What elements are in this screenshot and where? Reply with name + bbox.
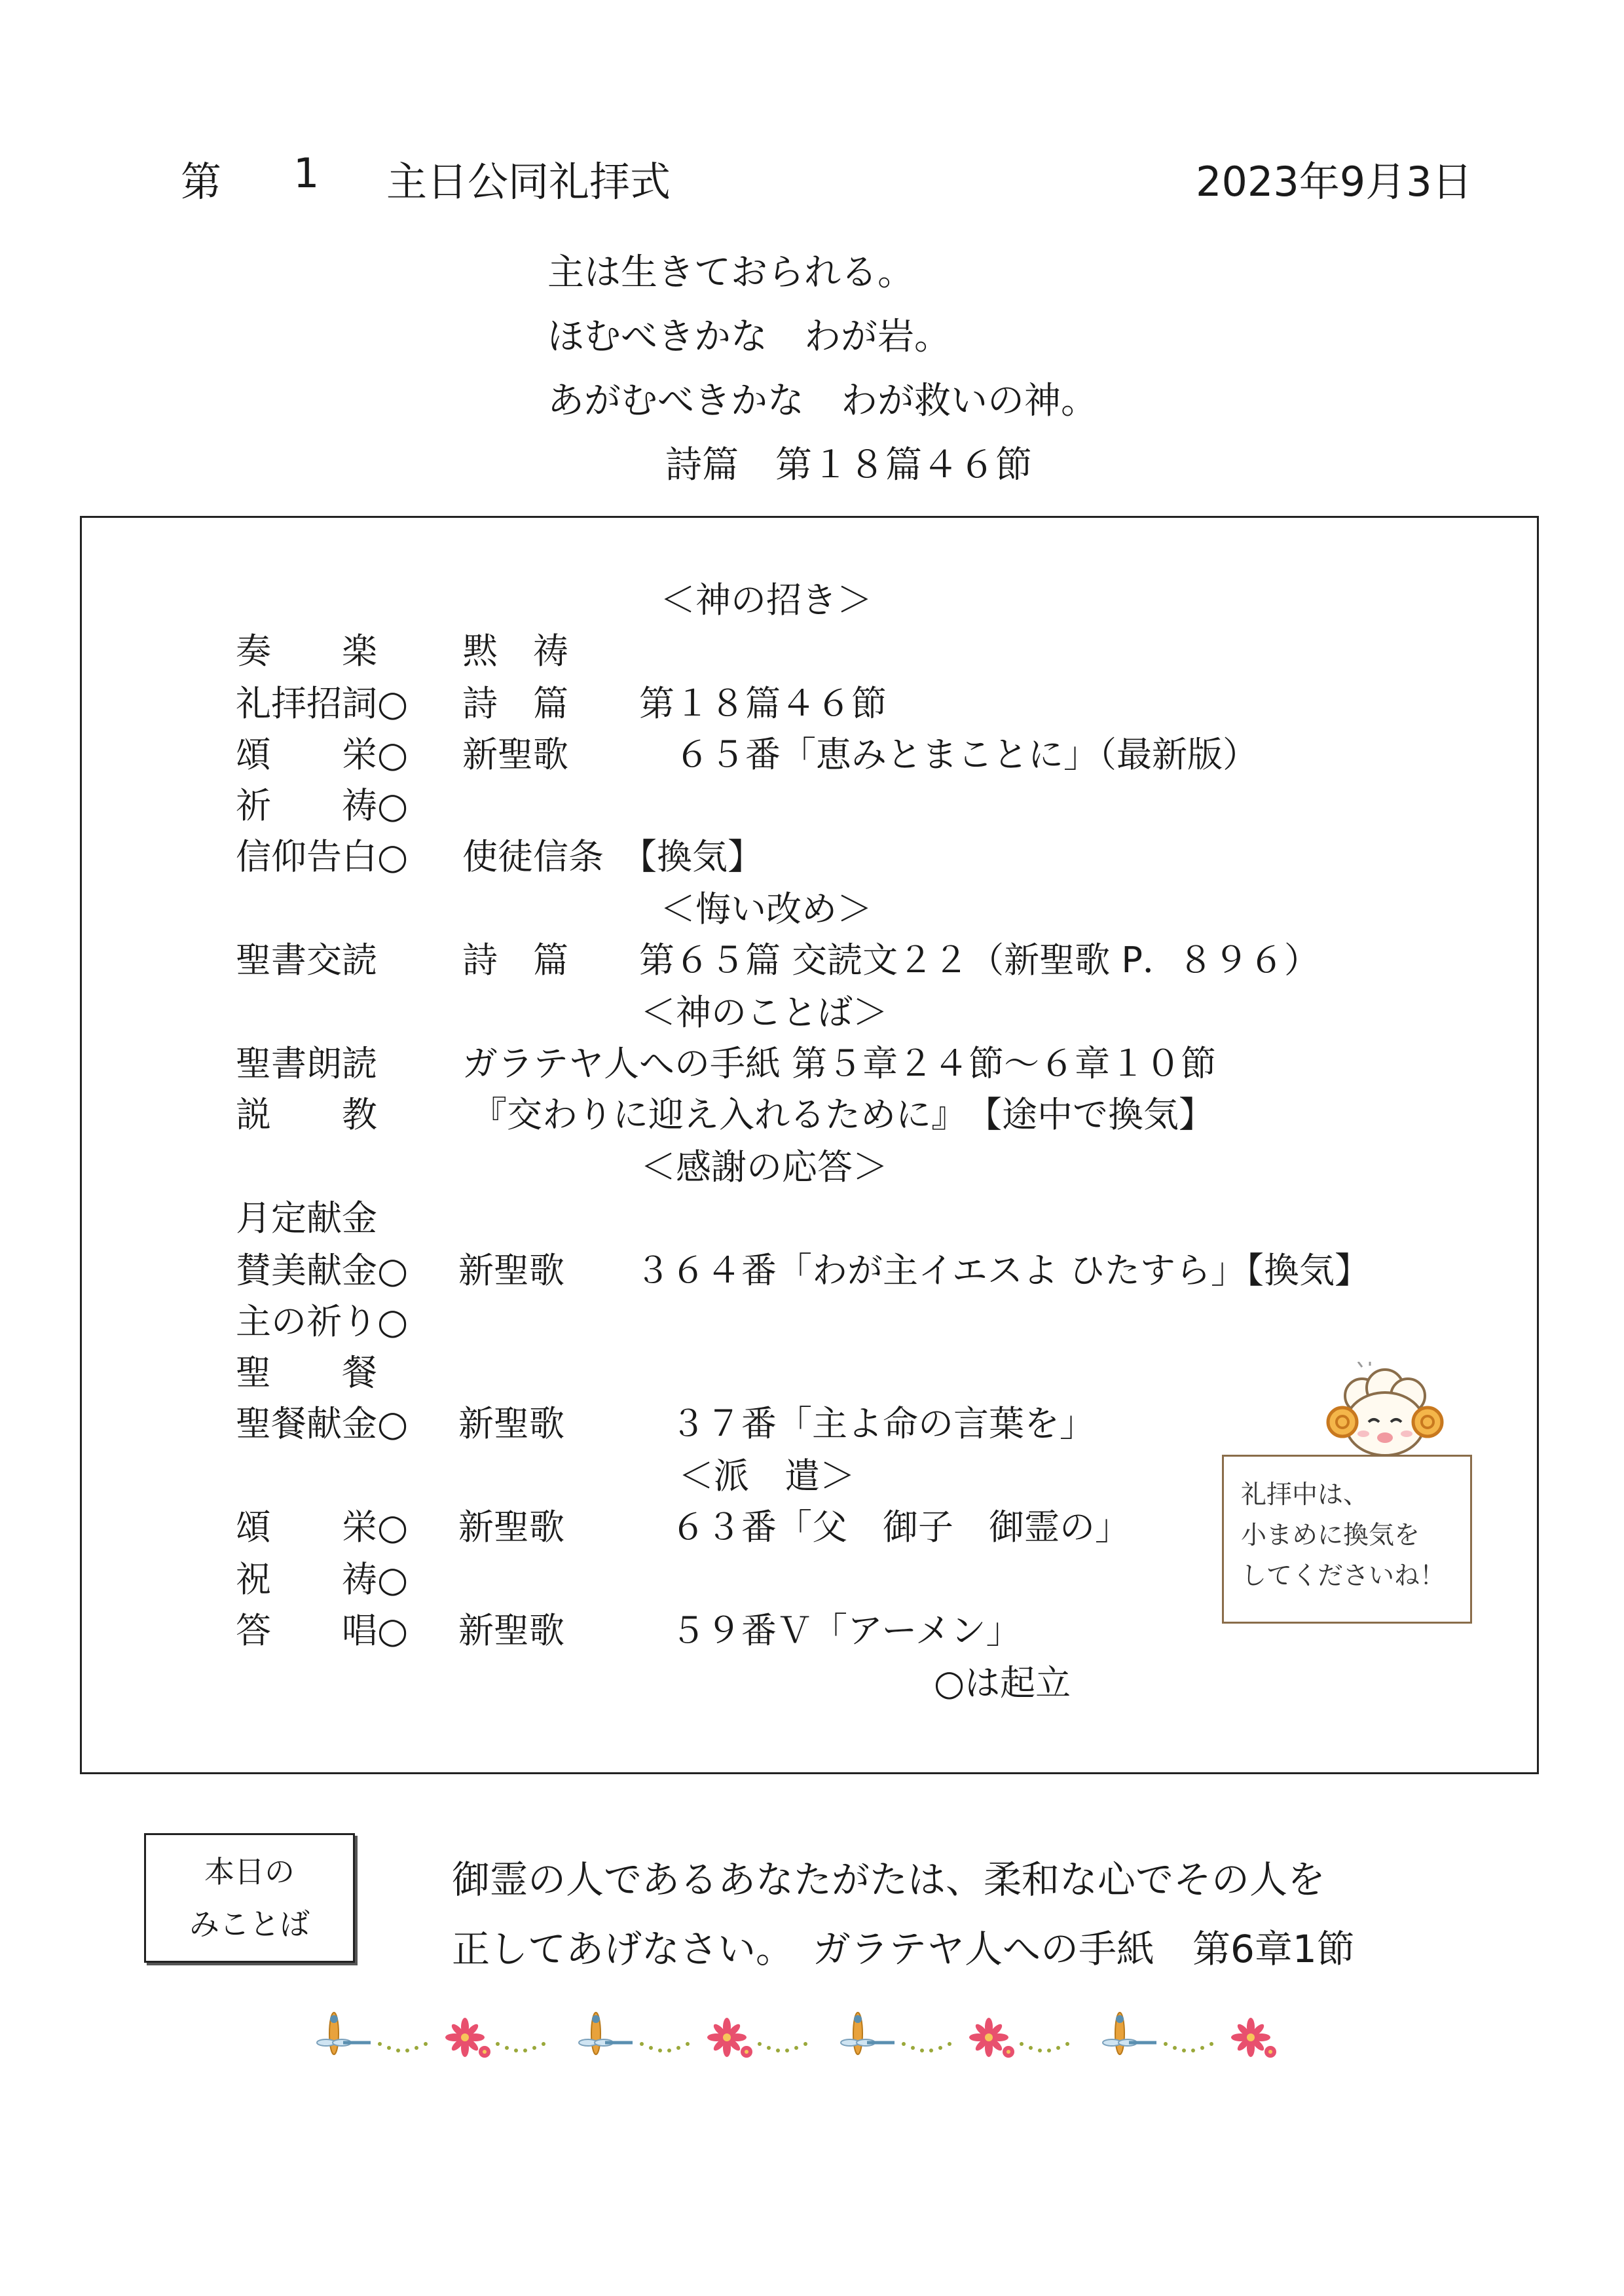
dragonfly-icon <box>579 2013 633 2054</box>
dragonfly-icon <box>1103 2013 1156 2054</box>
order-label: 聖 餐 <box>236 1352 377 1393</box>
flower-icon <box>969 2018 1014 2058</box>
order-detail: 詩 篇 第６５篇 交読文２２（新聖歌 P．８９６） <box>462 939 1320 981</box>
dots-decoration <box>496 2042 545 2052</box>
dots-decoration <box>902 2042 951 2052</box>
dots-decoration <box>758 2042 807 2052</box>
header-dai: 第 <box>181 158 222 206</box>
flower-icon <box>445 2018 490 2058</box>
section-heading: ＜神のことば＞ <box>640 992 888 1033</box>
order-detail: ガラテヤ人への手紙 第５章２４節～６章１０節 <box>462 1043 1217 1084</box>
verse-line: 主は生きておられる。 <box>547 251 914 294</box>
todays-word-label <box>144 1833 355 1963</box>
order-label: 賛美献金○ <box>236 1250 409 1291</box>
order-label: 信仰告白○ <box>236 836 409 877</box>
notice-line: してくださいね！ <box>1241 1561 1446 1591</box>
order-label: 月定献金 <box>236 1197 377 1239</box>
order-detail: 使徒信条 【換気】 <box>462 836 763 877</box>
dragonfly-icon <box>317 2013 371 2054</box>
order-label: 聖餐献金○ <box>236 1403 409 1444</box>
order-label: 礼拝招詞○ <box>236 683 409 724</box>
label-line: みことば <box>189 1906 310 1942</box>
verse-line: あがむべきかな わが救いの神。 <box>547 380 1098 422</box>
dots-decoration <box>640 2042 690 2052</box>
dragonfly-icon <box>841 2013 895 2054</box>
order-label: 主の祈り○ <box>236 1301 409 1342</box>
dots-decoration <box>378 2042 428 2052</box>
flower-icon <box>707 2018 752 2058</box>
service-number: 1 <box>293 149 320 197</box>
order-label: 聖書交読 <box>236 939 377 981</box>
notice-line: 小まめに換気を <box>1241 1521 1420 1550</box>
decorative-border <box>308 2003 1316 2088</box>
section-heading: ＜悔い改め＞ <box>660 888 872 930</box>
section-heading: ＜派 遣＞ <box>678 1455 855 1497</box>
order-detail: 新聖歌 ３７番「主よ命の言葉を」 <box>458 1403 1095 1444</box>
order-label: 説 教 <box>236 1094 377 1135</box>
flower-icon <box>1231 2018 1276 2058</box>
verse-line: ほむべきかな わが岩。 <box>547 316 951 358</box>
order-detail: 新聖歌 ６５番「恵みとまことに」（最新版） <box>462 734 1258 775</box>
order-label: 奏 楽 <box>236 630 377 672</box>
todays-word-text: 正してあげなさい。 ガラテヤ人への手紙 第6章1節 <box>452 1927 1355 1971</box>
order-detail: 新聖歌 ５９番Ｖ「アーメン」 <box>458 1610 1022 1651</box>
dots-decoration <box>1164 2042 1213 2052</box>
service-title: 主日公同礼拝式 <box>386 158 671 206</box>
order-detail: 新聖歌 ６３番「父 御子 御霊の」 <box>458 1506 1130 1548</box>
order-detail: 新聖歌 ３６４番「わが主イエスよ ひたすら」【換気】 <box>458 1250 1371 1291</box>
ventilation-notice <box>1222 1455 1472 1624</box>
todays-word-text: 御霊の人であるあなたがたは、柔和な心でその人を <box>452 1857 1326 1902</box>
order-label: 頌 栄○ <box>236 1506 409 1548</box>
order-label: 答 唱○ <box>236 1610 409 1651</box>
order-label: 聖書朗読 <box>236 1043 377 1084</box>
label-line: 本日の <box>204 1854 295 1889</box>
order-detail: 黙 祷 <box>462 630 568 672</box>
order-label: 頌 栄○ <box>236 734 409 775</box>
service-date: 2023年9月3日 <box>1196 158 1473 206</box>
notice-line: 礼拝中は、 <box>1241 1480 1369 1510</box>
order-detail: 『交わりに迎え入れるために』 【途中で換気】 <box>471 1094 1214 1135</box>
dots-decoration <box>1020 2042 1069 2052</box>
order-detail: 詩 篇 第１８篇４６節 <box>462 683 887 724</box>
section-heading: ＜神の招き＞ <box>660 579 872 621</box>
sheep-mascot-icon <box>1316 1362 1454 1460</box>
verse-reference: 詩篇 第１８篇４６節 <box>665 444 1032 486</box>
stand-note: ○は起立 <box>934 1662 1071 1704</box>
order-label: 祈 祷○ <box>236 785 409 826</box>
section-heading: ＜感謝の応答＞ <box>640 1146 888 1188</box>
order-label: 祝 祷○ <box>236 1559 409 1600</box>
